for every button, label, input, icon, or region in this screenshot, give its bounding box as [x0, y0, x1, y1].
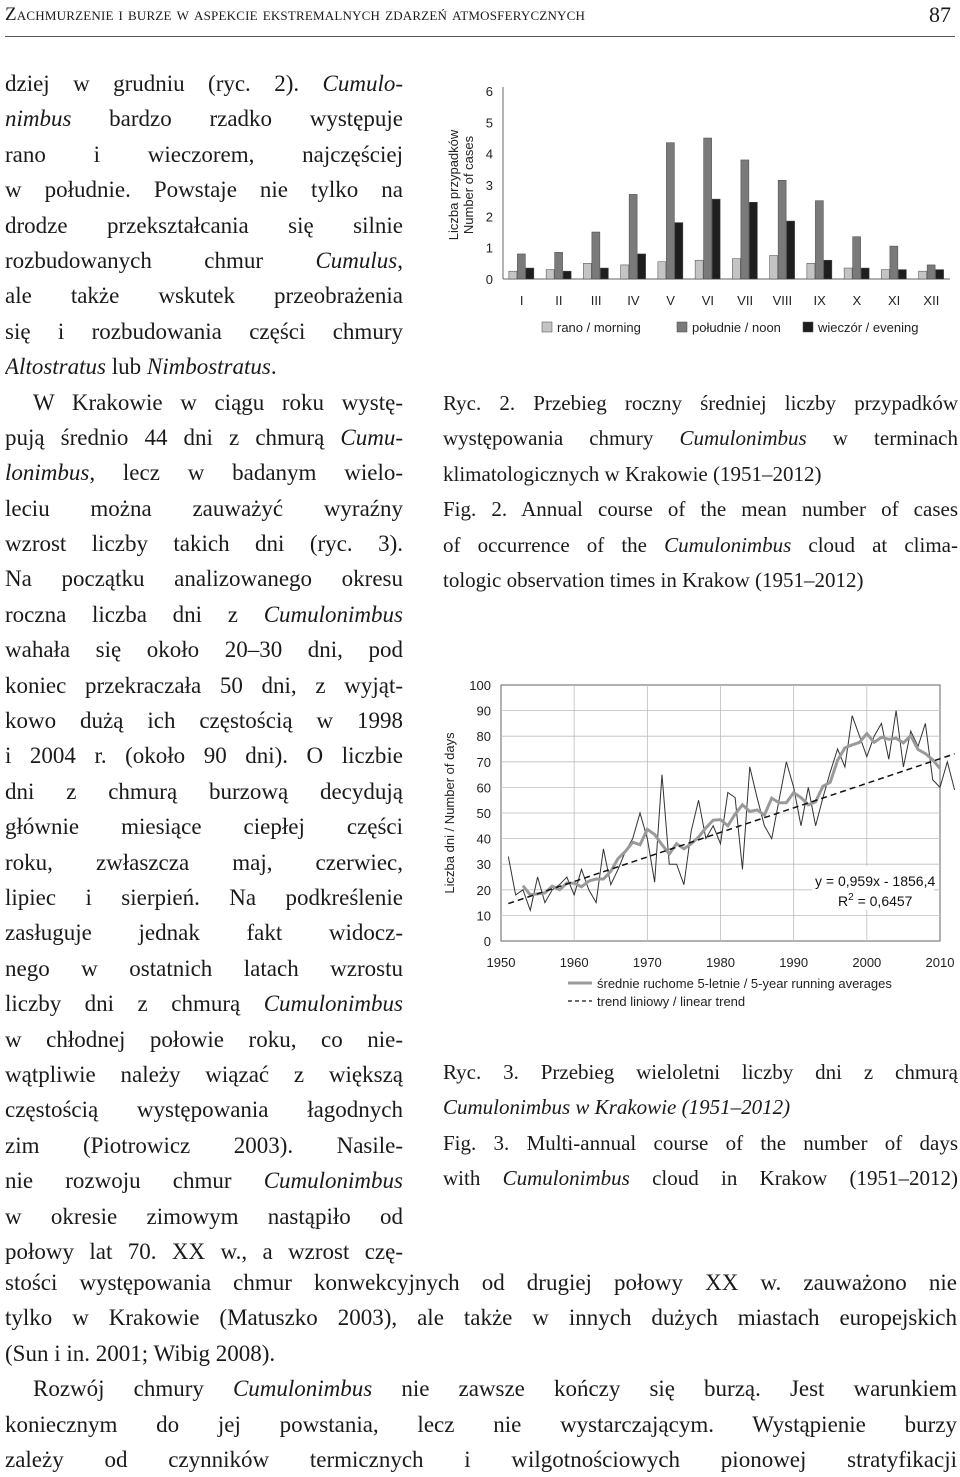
y-tick-label: 10: [476, 908, 491, 924]
text-run: W Krakowie w ciągu roku wystę-: [33, 389, 403, 415]
text-line: [5, 668, 403, 703]
bar: [629, 194, 637, 279]
text-line: [5, 1163, 403, 1198]
text-run: drodze przekształcania się silnie: [5, 212, 403, 238]
x-tick-label: 1990: [779, 955, 809, 970]
bar: [695, 260, 703, 279]
text-line: [5, 455, 403, 490]
text-run: nie zawsze kończy się burzą. Jest warunkiem: [372, 1376, 957, 1402]
italic-term: Cumulonimbus: [263, 1168, 403, 1194]
italic-term: Cumulonimbus: [664, 532, 792, 557]
bar: [927, 265, 935, 279]
bar: [526, 268, 534, 279]
bar: [563, 271, 571, 279]
x-tick-label: 1970: [632, 955, 662, 970]
x-tick-label: V: [666, 293, 675, 308]
text-line: [5, 845, 403, 880]
trend-equation: y = 0,959x - 1856,4: [815, 873, 936, 889]
y-tick-label: 0: [485, 272, 493, 287]
italic-term: Cumulo-: [322, 71, 403, 96]
x-tick-label: 1950: [486, 955, 516, 970]
text-run: ,: [397, 247, 403, 273]
italic-term: Cumulonimbus w Krakowie (1951–2012): [443, 1095, 791, 1120]
x-tick-label: I: [519, 293, 524, 308]
text-line: [5, 1022, 403, 1057]
italic-term: Cumulonimbus: [263, 991, 403, 1017]
y-axis-label: Liczba dni / Number of days: [442, 732, 457, 894]
text-line: [5, 526, 403, 561]
text-run: Fig. 2. Annual course of the mean number of cases: [443, 497, 958, 522]
x-tick-label: II: [555, 293, 563, 308]
italic-term: nimbus: [5, 106, 72, 132]
text-run: tologic observation times in Krakow (1951–2012): [443, 567, 864, 592]
legend-label: rano / morning: [557, 320, 641, 335]
bar: [712, 199, 720, 279]
text-run: dziej w grudniu (ryc. 2).: [5, 71, 323, 96]
text-line: [5, 986, 403, 1021]
text-run: Na początku analizowanego okresu: [5, 566, 403, 592]
text-run: Ryc. 3. Przebieg wieloletni liczby dni z chmurą: [443, 1060, 958, 1084]
text-run: Fig. 3. Multi-annual course of the number of days: [443, 1130, 958, 1155]
text-run: lub: [105, 354, 147, 380]
r-squared-superscript: 2: [848, 892, 854, 903]
bar: [890, 246, 898, 279]
text-run: pują średnio 44 dni z chmurą: [5, 424, 341, 450]
full-width-text: [5, 1265, 957, 1477]
text-line: [5, 738, 403, 773]
italic-term: lonimbus: [5, 460, 90, 486]
y-tick-label: 30: [476, 857, 491, 873]
page-number: 87: [929, 2, 951, 27]
text-run: się i rozbudowania części chmury: [5, 318, 403, 344]
italic-term: Cumu-: [340, 424, 403, 450]
x-tick-label: 1960: [559, 955, 589, 970]
text-line: [443, 421, 958, 456]
text-line: [443, 1055, 958, 1090]
text-line: [5, 314, 403, 349]
text-run: kowo dużą ich częstością w 1998: [5, 708, 403, 734]
text-line: [5, 385, 403, 420]
text-run: Ryc. 2. Przebieg roczny średniej liczby przypadków: [443, 391, 958, 415]
figure-2-caption: [443, 386, 958, 598]
bar: [749, 202, 757, 279]
bar: [517, 254, 525, 279]
x-tick-label: VI: [701, 293, 715, 308]
x-tick-label: X: [852, 293, 862, 308]
y-tick-label: 40: [476, 831, 491, 847]
text-run: dni z chmurą burzową decydują: [5, 778, 403, 804]
text-line: [5, 915, 403, 950]
x-tick-label: IV: [627, 293, 640, 308]
legend-label: wieczór / evening: [818, 320, 919, 335]
bar: [592, 232, 600, 279]
text-line: [443, 1161, 958, 1196]
legend-swatch: [677, 322, 687, 332]
bar: [621, 265, 629, 279]
text-line: [5, 491, 403, 526]
bar: [881, 270, 889, 279]
bar: [815, 201, 823, 279]
bar: [704, 138, 712, 279]
italic-term: Cumulonimbus: [232, 1376, 373, 1402]
text-run: rano i wieczorem, najczęściej: [5, 141, 403, 167]
text-line: [5, 809, 403, 844]
text-run: i 2004 r. (około 90 dni). O liczbie: [5, 743, 403, 769]
bar: [824, 260, 832, 279]
x-tick-label: 1980: [706, 955, 735, 970]
text-line: [5, 703, 403, 738]
y-tick-label: 20: [476, 882, 491, 898]
bar: [844, 268, 852, 279]
x-tick-label: XI: [887, 293, 901, 308]
text-run: nego w ostatnich latach wzrostu: [5, 955, 403, 981]
text-run: with: [443, 1166, 503, 1191]
running-head-title: Zachmurzenie i burze w aspekcie ekstremalnych zdarzeń atmosferycznych: [5, 4, 586, 25]
text-line: [5, 1371, 957, 1406]
y-tick-label: 5: [485, 115, 493, 131]
bar: [509, 271, 517, 279]
bar: [675, 223, 683, 279]
text-run: zasługuje jednak fakt widocz-: [5, 920, 403, 946]
text-line: [5, 101, 403, 136]
text-run: rozbudowanych chmur: [5, 247, 316, 273]
bar: [936, 270, 944, 279]
text-run: w południe. Powstaje nie tylko na: [5, 177, 403, 203]
text-run: połowy lat 70. XX w., a wzrost czę-: [5, 1238, 403, 1264]
y-tick-label: 3: [485, 178, 493, 193]
text-run: liczby dni z chmurą: [5, 991, 264, 1017]
r-squared-value: = 0,6457: [853, 893, 913, 909]
text-run: Rozwój chmury: [33, 1376, 233, 1402]
text-line: [5, 208, 403, 243]
text-line: [5, 420, 403, 455]
running-head: [5, 0, 955, 37]
x-tick-label: 2000: [852, 955, 882, 970]
legend-swatch: [803, 322, 813, 332]
x-tick-label: IX: [813, 293, 826, 308]
legend-label: południe / noon: [692, 320, 781, 335]
italic-term: Cumulonimbus: [679, 426, 807, 451]
bar: [770, 256, 778, 280]
bar: [583, 263, 591, 279]
x-tick-label: VIII: [772, 293, 793, 308]
y-axis-label-pl: Liczba przypadków: [446, 129, 461, 241]
text-run: zależy od czynników termicznych i wilgotnościowych pionowej stratyfikacji: [5, 1446, 957, 1472]
text-line: [443, 563, 958, 598]
legend-label: trend liniowy / linear trend: [597, 994, 746, 1009]
bar: [778, 180, 786, 279]
text-line: [5, 1234, 403, 1269]
text-run: wahała się około 20–30 dni, pod: [5, 637, 403, 663]
text-line: [5, 172, 403, 207]
text-line: [443, 1126, 958, 1161]
text-line: [5, 349, 403, 384]
text-run: (Sun i in. 2001; Wibig 2008).: [5, 1340, 276, 1366]
text-run: stości występowania chmur konwekcyjnych od drugiej połowy XX w. zauważono nie: [5, 1270, 957, 1295]
y-tick-label: 70: [476, 754, 491, 770]
legend-label: średnie ruchome 5-letnie / 5-year running averages: [597, 976, 892, 991]
text-line: [5, 1442, 957, 1477]
text-run: ale także wskutek przeobrażenia: [5, 283, 403, 309]
bar: [546, 270, 554, 279]
y-tick-label: 80: [476, 729, 491, 745]
x-tick-label: VII: [737, 293, 754, 308]
legend-swatch: [542, 322, 552, 332]
text-run: koniecznym do jej powstania, lecz nie wystarczającym. Wystąpienie burzy: [5, 1411, 957, 1437]
bar: [807, 263, 815, 279]
text-run: wątpliwie należy wiązać z większą: [5, 1061, 403, 1087]
y-tick-label: 6: [485, 84, 493, 99]
x-tick-label: 2010: [925, 955, 955, 970]
text-line: [5, 1199, 403, 1234]
text-line: [443, 386, 958, 421]
text-run: częstością występowania łagodnych: [5, 1097, 403, 1123]
bar: [658, 262, 666, 279]
text-run: cloud at clima-: [791, 532, 958, 557]
text-line: [5, 561, 403, 596]
text-run: w chłodnej połowie roku, co nie-: [5, 1026, 403, 1052]
bar: [638, 254, 646, 279]
y-axis-label-en: Number of cases: [461, 135, 476, 235]
figure-3-caption: [443, 1055, 958, 1197]
text-line: [5, 1407, 957, 1442]
text-run: wzrost liczby takich dni (ryc. 3).: [5, 531, 403, 557]
bar: [732, 259, 740, 279]
bar: [741, 160, 749, 279]
text-line: [5, 1128, 403, 1163]
text-run: , lecz w badanym wielo-: [89, 460, 403, 486]
text-line: [5, 1265, 957, 1300]
y-tick-label: 4: [485, 146, 493, 162]
bar: [919, 271, 927, 279]
text-line: [5, 1057, 403, 1092]
bar: [853, 237, 861, 279]
figure-2-bar-chart: [440, 78, 960, 348]
y-tick-label: 90: [476, 703, 491, 719]
italic-term: Nimbostratus: [146, 354, 271, 380]
y-tick-label: 60: [476, 780, 491, 796]
text-line: [5, 137, 403, 172]
italic-term: Altostratus: [5, 354, 106, 380]
text-line: [443, 528, 958, 563]
x-tick-label: XII: [923, 293, 940, 308]
text-line: [5, 243, 403, 278]
text-run: występowania chmury: [443, 426, 680, 451]
text-line: [5, 774, 403, 809]
text-line: [5, 880, 403, 915]
text-run: w okresie zimowym nastąpiło od: [5, 1203, 403, 1229]
text-line: [5, 1300, 957, 1335]
y-tick-label: 2: [485, 209, 493, 225]
text-run: w terminach: [806, 426, 958, 451]
bar: [861, 268, 869, 279]
text-run: roku, zwłaszcza maj, czerwiec,: [5, 849, 403, 875]
text-run: klimatologicznych w Krakowie (1951–2012): [443, 461, 822, 486]
text-run: roczna liczba dni z: [5, 601, 264, 627]
text-run: głównie miesiące ciepłej części: [5, 814, 403, 840]
text-line: [5, 278, 403, 313]
bar: [555, 252, 563, 279]
text-run: zim (Piotrowicz 2003). Nasile-: [5, 1132, 403, 1158]
y-tick-label: 0: [483, 934, 491, 949]
text-run: bardzo rzadko występuje: [71, 106, 403, 132]
text-run: .: [270, 354, 277, 380]
figure-3-line-chart: [440, 670, 960, 1020]
text-run: cloud in Krakow (1951–2012): [629, 1166, 958, 1191]
text-run: koniec przekraczała 50 dni, z wyjąt-: [5, 672, 403, 698]
text-run: lipiec i sierpień. Na podkreślenie: [5, 884, 403, 910]
r-squared-prefix: R: [838, 893, 849, 909]
bar: [600, 268, 608, 279]
text-line: [443, 457, 958, 492]
text-run: nie rozwoju chmur: [5, 1168, 264, 1194]
italic-term: Cumulonimbus: [502, 1166, 630, 1191]
bar: [898, 270, 906, 279]
text-line: [443, 1090, 958, 1125]
text-run: leciu można zauważyć wyraźny: [5, 495, 403, 521]
y-tick-label: 50: [476, 806, 491, 821]
text-line: [5, 951, 403, 986]
text-line: [5, 66, 403, 101]
y-tick-label: 1: [485, 240, 493, 256]
bar: [666, 143, 674, 279]
left-column-text: [5, 66, 403, 1269]
italic-term: Cumulus: [315, 247, 398, 273]
text-line: [5, 1336, 957, 1371]
text-line: [5, 632, 403, 667]
bar: [787, 221, 795, 279]
text-run: tylko w Krakowie (Matuszko 2003), ale także w innych dużych miastach europejskich: [5, 1305, 957, 1331]
text-run: of occurrence of the: [443, 532, 665, 557]
italic-term: Cumulonimbus: [263, 601, 403, 627]
text-line: [443, 492, 958, 527]
text-line: [5, 597, 403, 632]
y-tick-label: 100: [469, 678, 491, 693]
text-line: [5, 1092, 403, 1127]
x-tick-label: III: [590, 293, 602, 308]
